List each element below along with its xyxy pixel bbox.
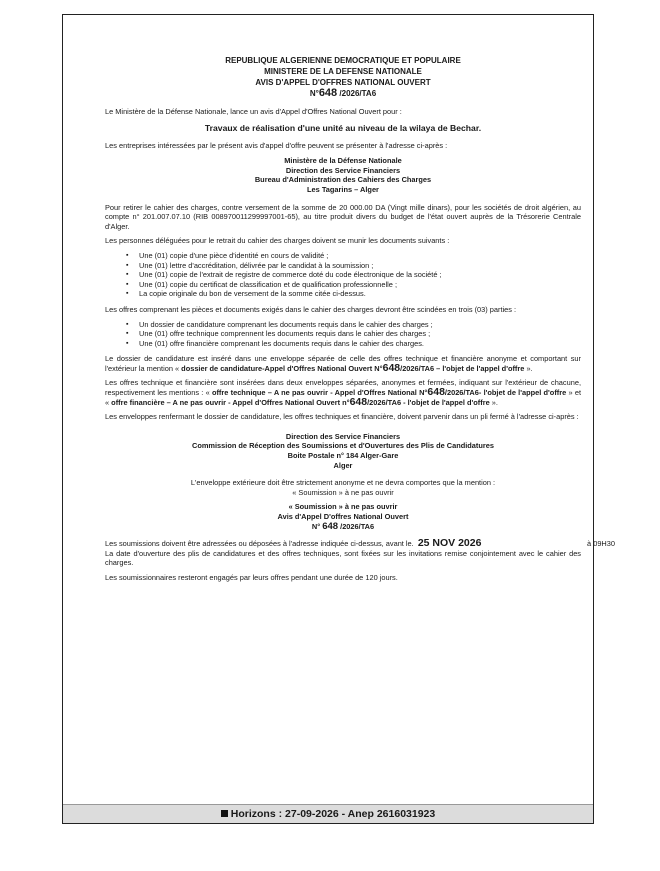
footer-bar	[63, 804, 593, 823]
number-value: 648	[318, 87, 338, 99]
envelopes-mid: » et «	[105, 388, 582, 407]
address-line-2: Direction des Service Financiers	[285, 165, 401, 175]
delegates-intro: Les personnes déléguées pour le retrait du cahier des charges doivent se munir les documents suivants :	[105, 236, 450, 246]
withdraw-text: Pour retirer le cahier des charges, contre versement de la somme de 20 000.00 DA (Vingt mille dinars), pour les sociétés de droit algérien, au compte n° 201.007.07.10 (RIB 008970011299997001-65), au titre produit divers du budget de l'état ouvert auprès de la Trésorerie Centrale d'Alger.	[105, 202, 581, 231]
envelopes-bold-2: /2026/TA6- l'objet de l'appel d'offre	[444, 388, 569, 398]
address-ministry	[105, 156, 581, 194]
envelopes-deliver-text: Les enveloppes renfermant le dossier de candidature, les offres techniques et financière, doivent parvenir dans un pli fermé à l'adresse ci-après :	[105, 412, 579, 422]
notice-content	[105, 55, 615, 588]
dossier-text	[105, 354, 581, 373]
notice-frame	[62, 14, 615, 824]
envelopes-bold-4: /2026/TA6 - l'objet de l'appel d'offre	[367, 397, 492, 407]
address-commission	[105, 432, 581, 470]
offers-parts-list	[105, 320, 581, 349]
list-item: ▪ La copie originale du bon de versement de la somme citée ci-dessus.	[139, 289, 581, 299]
offers-intro: Les offres comprenant les pièces et documents exigés dans le cahier des charges devront être scindées en trois (03) parties :	[105, 304, 517, 314]
dossier-end: ».	[526, 363, 533, 373]
header-line-2: MINISTERE DE LA DEFENSE NATIONALE	[264, 67, 422, 76]
list-item: ▪ Une (01) copie de l'extrait de registre de commerce doté du code électronique de la société ;	[139, 270, 581, 280]
deadline-time: à 09H30	[587, 539, 615, 549]
object-title: Travaux de réalisation d'une unité au niveau de la wilaya de Bechar.	[204, 122, 482, 133]
square-icon	[221, 810, 228, 817]
mention-line-2: Avis d'Appel D'offres National Ouvert	[277, 512, 409, 521]
number-suffix: /2026/TA6	[337, 89, 377, 98]
outer-envelope-line-1: L'enveloppe extérieure doit être strictement anonyme et ne devra comportes que la mention :	[190, 478, 496, 488]
delegates-docs-list	[105, 251, 581, 299]
address-line-1: Ministère de la Défense Nationale	[284, 156, 402, 166]
header-number	[105, 88, 581, 99]
deadline-plain: Les soumissions doivent être adressées ou déposées à l'adresse indiquée ci-dessus, avant le.	[105, 539, 414, 549]
list-item: ▪ Une (01) offre financière comprenant les documents requis dans le cahier des charges.	[139, 339, 581, 349]
footer-text: Horizons : 27-09-2026 - Anep 2616031923	[230, 808, 436, 820]
notice-header	[105, 55, 581, 99]
mention-suffix: /2026/TA6	[338, 521, 375, 531]
header-line-1: REPUBLIQUE ALGERIENNE DEMOCRATIQUE ET POPULAIRE	[225, 56, 461, 65]
envelopes-bold-3: offre financière – A ne pas ouvrir - Appel d'Offres National Ouvert n°	[109, 397, 350, 407]
dossier-number: 648	[382, 361, 401, 374]
address-line-2: Commission de Réception des Soumissions et d'Ouvertures des Plis de Candidatures	[192, 441, 494, 451]
header-line-3: AVIS D'APPEL D'OFFRES NATIONAL OUVERT	[255, 78, 431, 87]
envelopes-bold-1: offre technique – A ne pas ouvrir - Appel d'Offres National N°	[209, 388, 428, 398]
address-line-3: Bureau d'Administration des Cahiers des Charges	[254, 175, 432, 185]
mention-block	[105, 502, 581, 531]
engaged-text: Les soumissionnaires resteront engagés par leurs offres pendant une durée de 120 jours.	[105, 572, 398, 582]
address-line-1: Direction des Service Financiers	[285, 431, 401, 441]
address-line-3: Boite Postale n° 184 Alger-Gare	[287, 451, 399, 461]
dossier-bold-2: /2026/TA6 – l'objet de l'appel d'offre	[400, 363, 527, 373]
mention-prefix: N°	[311, 521, 323, 531]
envelopes-end: ».	[491, 397, 498, 407]
envelopes-text	[105, 378, 581, 407]
list-item: ▪ Une (01) copie du certificat de classification et de qualification professionnelle ;	[139, 280, 581, 290]
envelopes-number-1: 648	[427, 386, 445, 399]
mention-line-1: « Soumission » à ne pas ouvrir	[288, 502, 398, 512]
deadline-date: 25 NOV 2026	[417, 537, 482, 550]
list-item: ▪ Un dossier de candidature comprenant les documents requis dans le cahier des charges ;	[139, 320, 581, 330]
outer-envelope-line-2: « Soumission » à ne pas ouvrir	[292, 487, 394, 497]
deadline-text	[105, 537, 615, 550]
dossier-plain: Le dossier de candidature est inséré dans une enveloppe séparée de celle des offres technique et financière anonyme et comportant sur l'extérieur la mention «	[105, 354, 581, 373]
dossier-bold-1: dossier de candidature-Appel d'Offres National Ouvert N°	[179, 363, 383, 373]
mention-number: 648	[322, 520, 339, 532]
number-prefix: N°	[309, 89, 319, 98]
address-line-4: Les Tagarins – Alger	[307, 184, 379, 194]
list-item: ▪ Une (01) offre technique comprennent les documents requis dans le cahier des charges ;	[139, 329, 581, 339]
opening-date-text: La date d'ouverture des plis de candidatures et des offres techniques, sont fixées sur les invitations remise conjointement avec le cahier des charges.	[105, 548, 581, 568]
list-item: ▪ Une (01) copie d'une pièce d'identité en cours de validité ;	[139, 251, 581, 261]
mention-line-3	[105, 522, 581, 532]
envelopes-plain: Les offres technique et financière sont insérées dans deux enveloppes séparées, anonymes et fermées, indiquant sur l'extérieur de chacune, respectivement les mentions : «	[105, 378, 581, 398]
envelopes-number-2: 648	[349, 395, 368, 408]
address-line-4: Alger	[333, 460, 353, 470]
list-item: ▪ Une (01) lettre d'accréditation, délivrée par le candidat à la soumission ;	[139, 261, 581, 271]
intro-text: Le Ministère de la Défense Nationale, lance un avis d'Appel d'Offres National Ouvert pour :	[105, 107, 402, 116]
companies-text: Les entreprises intéressées par le présent avis d'appel d'offre peuvent se présenter à l'adresse ci-après :	[105, 140, 448, 150]
